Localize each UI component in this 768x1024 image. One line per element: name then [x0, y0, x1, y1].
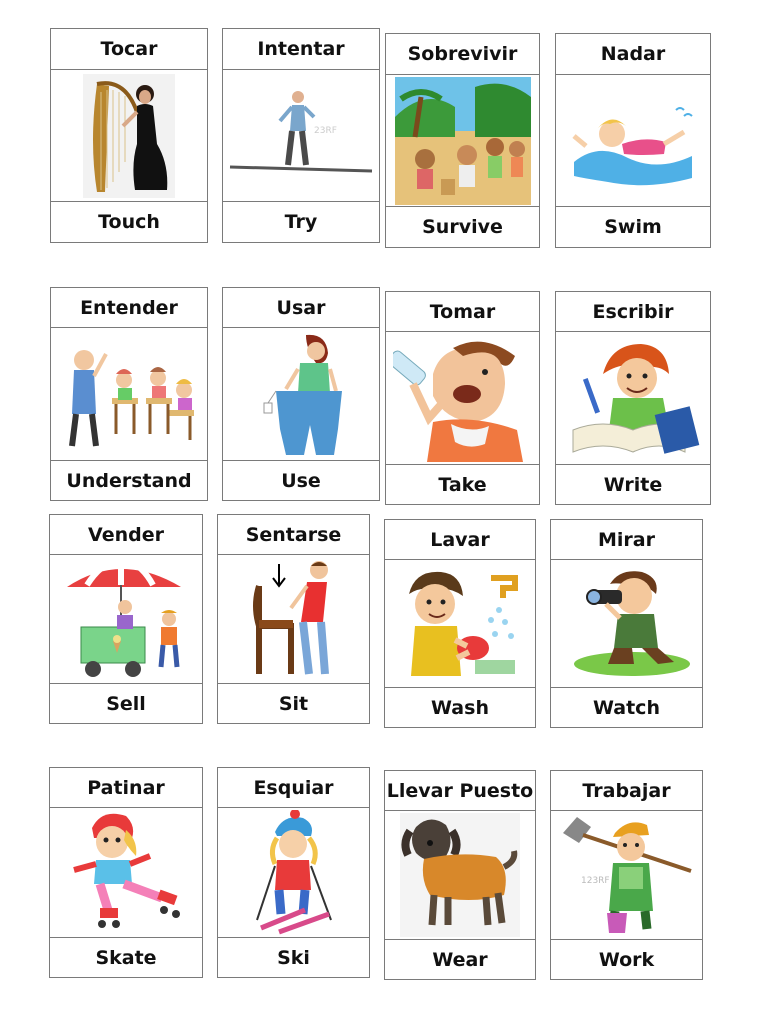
flashcard-usar — [222, 287, 380, 501]
boy-binoculars-image — [551, 560, 702, 687]
flashcard-intentar — [222, 28, 380, 243]
flashcard-vender — [49, 514, 203, 724]
spanish-word: Esquiar — [218, 768, 369, 808]
gardener-shovel-image — [551, 811, 702, 939]
spanish-word: Patinar — [50, 768, 202, 808]
girl-rollerskating-image — [50, 808, 202, 937]
tightrope-walker-image — [223, 70, 379, 201]
flashcard-sobrevivir — [385, 33, 540, 248]
drinking-boy-image — [386, 332, 539, 464]
english-word: Work — [551, 939, 702, 979]
english-word: Take — [386, 464, 539, 504]
english-word: Try — [223, 201, 379, 242]
english-word: Understand — [51, 460, 207, 500]
flashcard-nadar — [555, 33, 711, 248]
flashcard-mirar — [550, 519, 703, 728]
english-word: Write — [556, 464, 710, 504]
english-word: Survive — [386, 206, 539, 247]
english-word: Skate — [50, 937, 202, 977]
english-word: Sit — [218, 683, 369, 723]
english-word: Swim — [556, 206, 710, 247]
classroom-teacher-image — [51, 328, 207, 460]
spanish-word: Intentar — [223, 29, 379, 70]
spanish-word: Escribir — [556, 292, 710, 332]
flashcard-patinar — [49, 767, 203, 978]
flashcard-trabajar — [550, 770, 703, 980]
dog-wearing-coat-image — [385, 811, 535, 939]
big-pants-woman-image — [223, 328, 379, 460]
harpist-woman-image — [51, 70, 207, 201]
english-word: Sell — [50, 683, 202, 723]
flashcard-entender — [50, 287, 208, 501]
english-word: Use — [223, 460, 379, 500]
flashcard-tomar — [385, 291, 540, 505]
english-word: Wear — [385, 939, 535, 979]
girl-skiing-image — [218, 808, 369, 937]
spanish-word: Usar — [223, 288, 379, 328]
english-word: Touch — [51, 201, 207, 242]
flashcard-lavar — [384, 519, 536, 728]
spanish-word: Trabajar — [551, 771, 702, 811]
flashcard-escribir — [555, 291, 711, 505]
svg-text:123RF: 123RF — [580, 876, 610, 886]
spanish-word: Lavar — [385, 520, 535, 560]
castaways-island-image — [386, 75, 539, 206]
english-word: Ski — [218, 937, 369, 977]
spanish-word: Sentarse — [218, 515, 369, 555]
flashcard-llevar-puesto — [384, 770, 536, 980]
spanish-word: Sobrevivir — [386, 34, 539, 75]
spanish-word: Tocar — [51, 29, 207, 70]
spanish-word: Tomar — [386, 292, 539, 332]
flashcard-tocar — [50, 28, 208, 243]
flashcard-esquiar — [217, 767, 370, 978]
english-word: Wash — [385, 687, 535, 727]
man-sitting-chair-image — [218, 555, 369, 683]
spanish-word: Mirar — [551, 520, 702, 560]
spanish-word: Nadar — [556, 34, 710, 75]
ice-cream-cart-image — [50, 555, 202, 683]
svg-text:23RF: 23RF — [314, 125, 337, 136]
flashcard-sentarse — [217, 514, 370, 724]
spanish-word: Llevar Puesto — [385, 771, 535, 811]
english-word: Watch — [551, 687, 702, 727]
writing-boy-image — [556, 332, 710, 464]
spanish-word: Vender — [50, 515, 202, 555]
swimming-girl-image — [556, 75, 710, 206]
spanish-word: Entender — [51, 288, 207, 328]
boy-washing-image — [385, 560, 535, 687]
